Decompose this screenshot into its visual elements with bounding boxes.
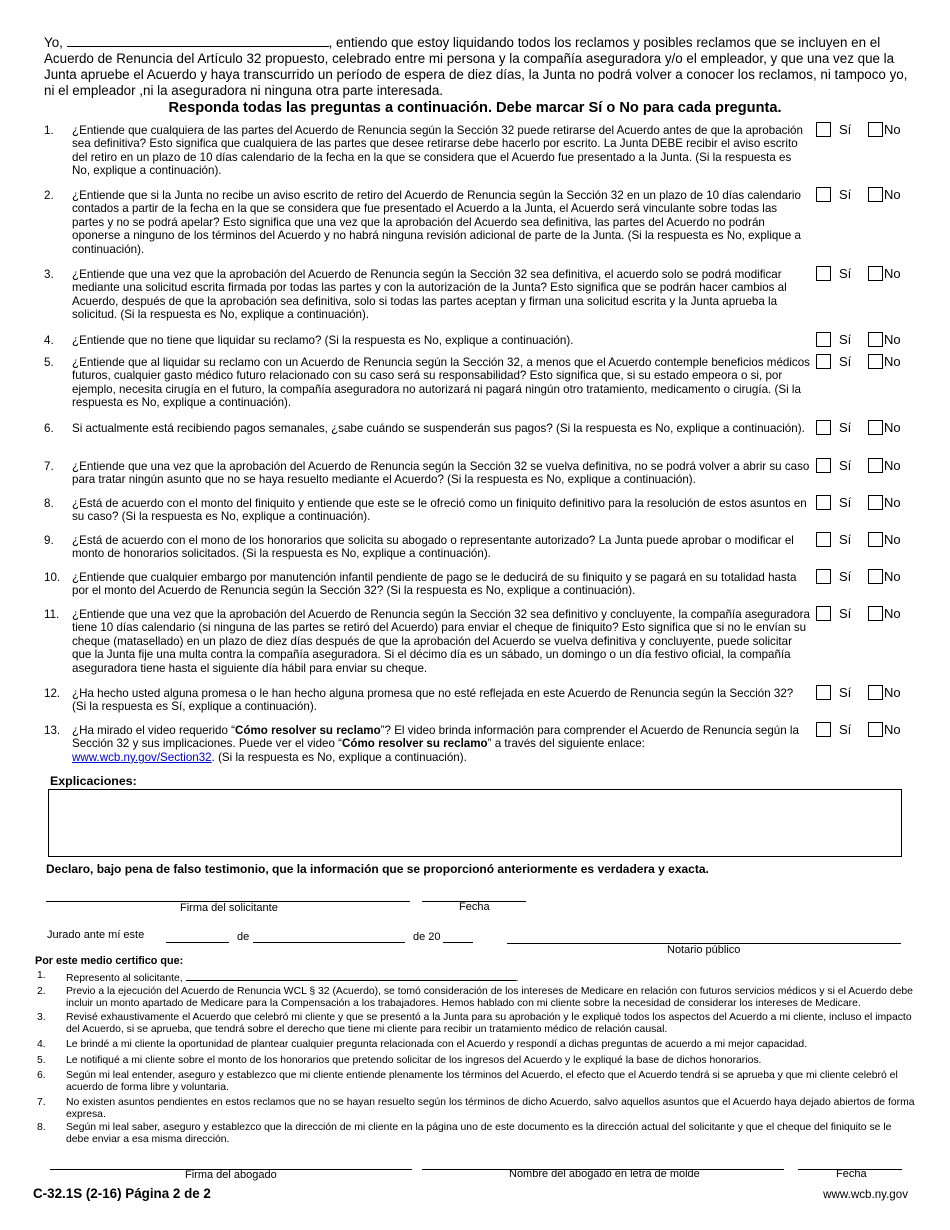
explanations-field[interactable]	[48, 789, 902, 857]
yes-checkbox[interactable]	[816, 569, 831, 584]
cert-number: 1.	[37, 970, 46, 981]
no-option[interactable]	[868, 266, 901, 281]
yes-label: Sí	[839, 568, 852, 584]
sworn-label: Jurado ante mí este	[47, 929, 145, 941]
q13-text-e: ” a través del siguiente enlace:	[487, 737, 645, 751]
no-checkbox[interactable]	[868, 354, 883, 369]
no-checkbox[interactable]	[868, 495, 883, 510]
no-checkbox[interactable]	[868, 420, 883, 435]
question-text: Si actualmente está recibiendo pagos semanales, ¿sabe cuándo se suspenderán sus pagos? (Si la respuesta es No, explique a continuación).	[72, 422, 805, 435]
no-label: No	[884, 121, 901, 137]
claimant-name-line[interactable]	[67, 34, 329, 47]
yes-checkbox[interactable]	[816, 354, 831, 369]
intro-paragraph	[44, 34, 914, 99]
cert-number: 3.	[37, 1012, 46, 1023]
yes-option[interactable]	[816, 420, 851, 435]
yes-label: Sí	[839, 721, 852, 737]
no-checkbox[interactable]	[868, 458, 883, 473]
question-number: 5.	[44, 356, 54, 369]
question-text: ¿Está de acuerdo con el monto del finiquito y entiende que este se le ofreció como un finiquito definitivo para la resolución de estos asuntos en su caso? (Si la respuesta es No, explique a continuación).	[72, 497, 807, 524]
claimant-signature-label: Firma del solicitante	[180, 902, 278, 914]
no-label: No	[884, 186, 901, 202]
yes-label: Sí	[839, 531, 852, 547]
question-text: ¿Entiende que si la Junta no recibe un aviso escrito de retiro del Acuerdo de Renuncia según la Sección 32 en un plazo de 10 días calendario contados a partir de la fecha en la que se considera que fue presentado el Acuerdo a la Junta, el Acuerdo será vinculante sobre todas las partes y no se podrá apelar? Esto significa que una vez que la aprobación del Acuerdo sea definitiva, las partes del Acuerdo no podrán oponerse a ninguno de los términos del Acuerdo y no habrá ninguna revisión adicional de parte de la Junta. (Si la respuesta es No, explique a continuación).	[72, 189, 801, 256]
question-number: 9.	[44, 534, 54, 547]
question-text: ¿Entiende que cualquiera de las partes del Acuerdo de Renuncia según la Sección 32 puede retirarse del Acuerdo antes de que la aprobación sea definitiva? Esto significa que cualquiera de las partes que desee retirarse debe hacerlo por escrito. La Junta DEBE recibir el aviso escrito del retiro en un plazo de 10 días calendario de la fecha en la que se considera que el Acuerdo fue presentado a la Junta. (Si la respuesta es No, explique a continuación).	[72, 124, 803, 178]
no-option[interactable]	[868, 532, 901, 547]
question-number: 10.	[44, 571, 61, 584]
no-label: No	[884, 331, 901, 347]
yes-checkbox[interactable]	[816, 685, 831, 700]
cert-text-1: Represento al solicitante,	[66, 973, 183, 984]
no-option[interactable]	[868, 569, 901, 584]
question-text: ¿Entiende que al liquidar su reclamo con un Acuerdo de Renuncia según la Sección 32, a menos que el Acuerdo contemple beneficios médicos futuros, cualquier gasto médico futuro relacionado con su caso será su responsabilidad? Esto significa que, si su estado empeora o si, por ejemplo, necesita cirugía en el futuro, la compañía aseguradora no autorizará ni pagará ningún otro tratamiento, medicamento o cirugía. (Si la respuesta es No, explique a continuación).	[72, 356, 810, 410]
yes-checkbox[interactable]	[816, 187, 831, 202]
yes-option[interactable]	[816, 685, 851, 700]
sworn-month-line[interactable]	[253, 942, 405, 943]
yes-option[interactable]	[816, 187, 851, 202]
claimant-date-label: Fecha	[459, 901, 490, 913]
attorney-date-label: Fecha	[836, 1168, 867, 1180]
q13-text-f: . (Si la respuesta es No, explique a continuación).	[211, 750, 467, 764]
no-checkbox[interactable]	[868, 606, 883, 621]
no-checkbox[interactable]	[868, 569, 883, 584]
yes-label: Sí	[839, 494, 852, 510]
yes-checkbox[interactable]	[816, 122, 831, 137]
yes-checkbox[interactable]	[816, 495, 831, 510]
question-text: ¿Ha hecho usted alguna promesa o le han hecho alguna promesa que no esté reflejada en este Acuerdo de Renuncia según la Sección 32? (Si la respuesta es Sí, explique a continuación).	[72, 687, 794, 714]
no-checkbox[interactable]	[868, 532, 883, 547]
cert-number: 2.	[37, 986, 46, 997]
yes-option[interactable]	[816, 266, 851, 281]
no-label: No	[884, 684, 901, 700]
yes-option[interactable]	[816, 569, 851, 584]
cert-text: Le brindé a mi cliente la oportunidad de plantear cualquier pregunta relacionada con el Acuerdo y respondí a dichas preguntas de acuerdo a mi mejor capacidad.	[66, 1039, 808, 1050]
question-number: 6.	[44, 422, 54, 435]
cert-number: 6.	[37, 1070, 46, 1081]
no-checkbox[interactable]	[868, 187, 883, 202]
yes-label: Sí	[839, 684, 852, 700]
question-text: ¿Entiende que cualquier embargo por manutención infantil pendiente de pago se le deducirá de su finiquito y se pagará en su totalidad hasta por el monto del Acuerdo de Renuncia según la Sección 32? (Si la respuesta es No, explique a continuación).	[72, 571, 797, 598]
yes-label: Sí	[839, 186, 852, 202]
yes-option[interactable]	[816, 122, 851, 137]
yes-option[interactable]	[816, 458, 851, 473]
question-text: ¿Entiende que no tiene que liquidar su reclamo? (Si la respuesta es No, explique a continuación).	[72, 334, 574, 347]
no-label: No	[884, 531, 901, 547]
question-number: 4.	[44, 334, 54, 347]
no-checkbox[interactable]	[868, 685, 883, 700]
no-label: No	[884, 353, 901, 369]
yes-checkbox[interactable]	[816, 606, 831, 621]
no-option[interactable]	[868, 458, 901, 473]
certification-heading: Por este medio certifico que:	[35, 955, 184, 967]
cert-text: Revisé exhaustivamente el Acuerdo que celebró mi cliente y que se presentó a la Junta para su aprobación y le expliqué todos los aspectos del Acuerdo a mi cliente, incluso el impacto del Acuerdo, si se aprueba, que tendrá sobre el derecho que tiene mi cliente para recibir un tratamiento médico de relación causal.	[66, 1012, 912, 1035]
cert-text: Según mi leal saber, aseguro y establezco que la dirección de mi cliente en la página uno de este documento es la dirección actual del solicitante y que el cheque del finiquito se le debe enviar a esa misma dirección.	[66, 1122, 892, 1145]
no-option[interactable]	[868, 722, 901, 737]
question-number: 11.	[44, 608, 60, 621]
yes-label: Sí	[839, 457, 852, 473]
yes-option[interactable]	[816, 532, 851, 547]
no-label: No	[884, 605, 901, 621]
no-label: No	[884, 721, 901, 737]
cert-number: 5.	[37, 1055, 46, 1066]
no-label: No	[884, 265, 901, 281]
de20-label: de 20	[413, 931, 441, 943]
yes-option[interactable]	[816, 354, 851, 369]
explanations-label: Explicaciones:	[50, 774, 137, 788]
question-text: ¿Entiende que una vez que la aprobación del Acuerdo de Renuncia según la Sección 32 sea definitivo y concluyente, la compañía aseguradora tiene 10 días calendario (si ninguna de las partes se retiró del Acuerdo) para enviar el cheque de finiquito? Esto significa que si no le envían su cheque (matasellado) en un plazo de diez días después de que la aprobación del Acuerdo se vuelva definitiva y concluyente, puede solicitar que la Junta fije una multa contra la compañía aseguradora. Si el décimo día es un sábado, un domingo o un día festivo oficial, la compañía aseguradora tiene hasta el siguiente día hábil para enviar su cheque.	[72, 608, 810, 675]
form-id: C-32.1S (2-16) Página 2 de 2	[33, 1186, 211, 1201]
question-number: 12.	[44, 687, 61, 700]
cert-text: Represento al solicitante, .	[66, 970, 916, 985]
declaration-text: Declaro, bajo pena de falso testimonio, que la información que se proporcionó anteriormente es verdadera y exacta.	[46, 862, 709, 876]
question-number: 2.	[44, 189, 54, 202]
yes-label: Sí	[839, 121, 852, 137]
no-option[interactable]	[868, 122, 901, 137]
no-option[interactable]	[868, 332, 901, 347]
yes-checkbox[interactable]	[816, 420, 831, 435]
yes-option[interactable]	[816, 332, 851, 347]
attorney-name-label: Nombre del abogado en letra de molde	[509, 1168, 700, 1180]
question-text: ¿Está de acuerdo con el mono de los honorarios que solicita su abogado o representante autorizado? La Junta puede aprobar o modificar el monto de honorarios solicitados. (Si la respuesta es No, explique a continuación).	[72, 534, 794, 561]
yes-checkbox[interactable]	[816, 722, 831, 737]
cert-number: 8.	[37, 1122, 46, 1133]
yes-label: Sí	[839, 331, 852, 347]
cert-number: 4.	[37, 1039, 46, 1050]
intro-text: , entiendo que estoy liquidando todos los reclamos y posibles reclamos que se incluyen en el Acuerdo de Renuncia del Artículo 32 propuesto, celebrado entre mi persona y la compañía aseguradora y/o el empleador, y que una vez que la Junta apruebe el Acuerdo y haya transcurrido un período de espera de diez días, la Junta no podrá volver a conocer los reclamos, ni tampoco yo, ni el empleador ,ni la aseguradora ni ninguna otra parte interesada.	[44, 35, 908, 98]
attorney-signature-label: Firma del abogado	[185, 1169, 277, 1181]
notary-label: Notario público	[667, 944, 741, 956]
intro-prefix: Yo,	[44, 35, 63, 50]
yes-option[interactable]	[816, 606, 851, 621]
question-number: 7.	[44, 460, 54, 473]
yes-label: Sí	[839, 605, 852, 621]
no-label: No	[884, 457, 901, 473]
question-number: 1.	[44, 124, 54, 137]
de-label: de	[237, 931, 250, 943]
no-option[interactable]	[868, 685, 901, 700]
no-option[interactable]	[868, 606, 901, 621]
no-label: No	[884, 419, 901, 435]
yes-label: Sí	[839, 419, 852, 435]
cert-text: Según mi leal entender, aseguro y establezco que mi cliente entiende plenamente los términos del Acuerdo, el efecto que el Acuerdo tendrá si se aprueba y que mi cliente celebró el acuerdo de forma libre y voluntaria.	[66, 1070, 898, 1093]
no-option[interactable]	[868, 354, 901, 369]
yes-option[interactable]	[816, 722, 851, 737]
yes-checkbox[interactable]	[816, 332, 831, 347]
no-checkbox[interactable]	[868, 722, 883, 737]
video-title: Cómo resolver su reclamo	[342, 737, 488, 751]
no-option[interactable]	[868, 187, 901, 202]
cert-text: No existen asuntos pendientes en estos reclamos que no se hayan resuelto según los términos de dicho Acuerdo, salvo aquellos asuntos que el Acuerdo haya dejado abiertos de forma expresa.	[66, 1097, 915, 1120]
no-checkbox[interactable]	[868, 266, 883, 281]
no-checkbox[interactable]	[868, 122, 883, 137]
cert-text: Previo a la ejecución del Acuerdo de Renuncia WCL § 32 (Acuerdo), se tomó consideración de los intereses de Medicare en relación con futuros servicios médicos y si el Acuerdo debe incluir un monto apartado de Medicare para la Compensación a los trabajadores. Hemos hablado con mi cliente sobre la necesidad de considerar los intereses de Medicare.	[66, 986, 913, 1009]
section32-link[interactable]: www.wcb.ny.gov/Section32	[72, 750, 212, 764]
no-option[interactable]	[868, 495, 901, 510]
cert-text: Le notifiqué a mi cliente sobre el monto de los honorarios que pretendo solicitar de los ingresos del Acuerdo y le expliqué la base de dichos honorarios.	[66, 1055, 762, 1066]
sworn-year-line[interactable]	[443, 942, 473, 943]
question-number: 3.	[44, 268, 54, 281]
q13-text-c: ”? El video brinda información para comprender el Acuerdo de Renuncia según la Sección 32 y sus implicaciones. Puede ver el video “	[72, 724, 799, 751]
q13-text-a: ¿Ha mirado el video requerido “	[72, 724, 236, 737]
question-text: ¿Entiende que una vez que la aprobación del Acuerdo de Renuncia según la Sección 32 sea definitiva, el acuerdo solo se podrá modificar mediante una solicitud escrita firmada por todas las partes y con la autorización de la Junta? Esto significa que se podrán hacer cambios al Acuerdo, después de que la aprobación sea definitiva, solo si todas las partes aceptan y firman una solicitud escrita y la Junta aprueba la solicitud. (Si la respuesta es No, explique a continuación).	[72, 268, 787, 322]
cert-number: 7.	[37, 1097, 46, 1108]
video-title: Cómo resolver su reclamo	[235, 724, 381, 737]
yes-checkbox[interactable]	[816, 532, 831, 547]
question-text: ¿Entiende que una vez que la aprobación del Acuerdo de Renuncia según la Sección 32 se vuelva definitiva, no se podrá volver a abrir su caso para tratar ningún asunto que no se haya resuelto mediante el Acuerdo? (Si la respuesta es No, explique a continuación).	[72, 460, 810, 487]
sworn-day-line[interactable]	[166, 942, 229, 943]
yes-option[interactable]	[816, 495, 851, 510]
no-label: No	[884, 494, 901, 510]
question-number: 13.	[44, 724, 61, 737]
no-option[interactable]	[868, 420, 901, 435]
yes-label: Sí	[839, 265, 852, 281]
yes-checkbox[interactable]	[816, 458, 831, 473]
client-name-line[interactable]	[186, 970, 516, 981]
instructions-heading: Responda todas las preguntas a continuación. Debe marcar Sí o No para cada pregunta.	[168, 100, 782, 116]
no-checkbox[interactable]	[868, 332, 883, 347]
website: www.wcb.ny.gov	[823, 1188, 908, 1201]
question-text	[72, 724, 810, 764]
yes-checkbox[interactable]	[816, 266, 831, 281]
no-label: No	[884, 568, 901, 584]
yes-label: Sí	[839, 353, 852, 369]
question-number: 8.	[44, 497, 54, 510]
